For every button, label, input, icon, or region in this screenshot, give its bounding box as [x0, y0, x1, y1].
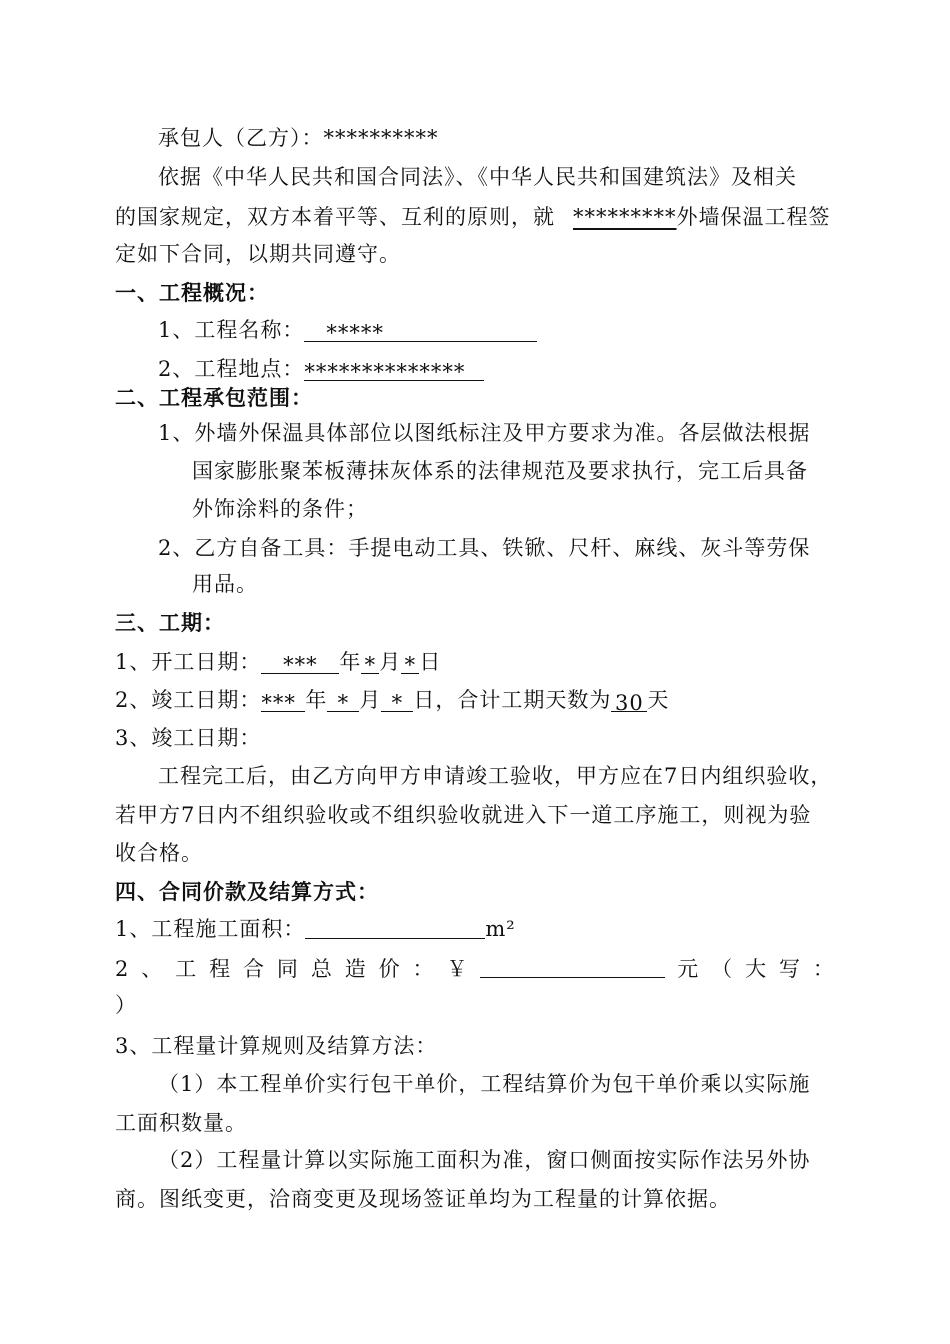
- total-days-label: ，合计工期天数为: [435, 688, 612, 712]
- scope-item2-line2: 用品。: [192, 572, 258, 596]
- preamble-prefix: 的国家规定，双方本着平等、互利的原则，就: [115, 205, 555, 229]
- project-name-label: 1、工程名称：: [158, 318, 305, 342]
- project-name-field: [304, 319, 537, 345]
- price-tail-char: ：: [812, 957, 835, 981]
- price-char: 合: [243, 957, 265, 981]
- end-year-field: [261, 689, 305, 715]
- section3-heading: 三、工期：: [115, 610, 225, 635]
- start-year-unit: 年: [339, 650, 362, 674]
- total-days-value: 30: [615, 691, 644, 715]
- completion-item-label: 3、竣工日期：: [115, 726, 262, 750]
- price-tail-char: 大: [745, 957, 768, 981]
- start-date-label: 1、开工日期：: [115, 650, 262, 674]
- area-unit: m²: [485, 917, 516, 941]
- scope-item1-line1: 1、外墙外保温具体部位以图纸标注及甲方要求为准。各层做法根据: [158, 421, 811, 445]
- start-year-field: [261, 651, 339, 677]
- scope-item1-line3: 外饰涂料的条件；: [192, 497, 368, 521]
- section4-heading: 四、合同价款及结算方式：: [115, 879, 379, 904]
- end-month-unit: 月: [359, 688, 382, 712]
- project-location-field: [304, 358, 484, 384]
- project-name-line: [158, 316, 537, 344]
- total-days-unit: 天: [647, 688, 670, 712]
- price-char: 、: [141, 957, 164, 981]
- price-char: 造: [344, 957, 367, 981]
- total-price-line: [115, 955, 835, 983]
- start-month-unit: 月: [379, 650, 402, 674]
- section2-heading: 二、工程承包范围：: [115, 385, 313, 410]
- start-day-value: *: [404, 653, 417, 677]
- currency-symbol: ￥: [446, 957, 469, 981]
- project-name-value: *****: [326, 321, 384, 345]
- preamble-line-1: 依据《中华人民共和国合同法》、《中华人民共和国建筑法》及相关: [158, 165, 797, 189]
- start-day-unit: 日: [419, 650, 442, 674]
- rule1-line1: （1）本工程单价实行包干单价，工程结算价为包干单价乘以实际施: [158, 1072, 811, 1096]
- area-line: [115, 915, 516, 943]
- contractor-line: [158, 124, 439, 152]
- price-char: 价: [378, 957, 401, 981]
- start-month-value: *: [364, 653, 377, 677]
- end-year-value: ***: [261, 691, 296, 715]
- end-year-unit: 年: [305, 688, 328, 712]
- end-month-field: [327, 689, 359, 715]
- price-close-paren: ）: [115, 993, 137, 1017]
- price-tail-char: （: [711, 957, 734, 981]
- preamble-line-3: 定如下合同，以期共同遵守。: [115, 242, 401, 266]
- project-location-line: [158, 355, 484, 383]
- scope-item2-line1: 2、乙方自备工具：手提电动工具、铁锨、尺杆、麻线、灰斗等劳保: [158, 536, 811, 560]
- end-day-value: *: [391, 691, 404, 715]
- completion-para-line2: 若甲方7日内不组织验收或不组织验收就进入下一道工序施工，则视为验: [115, 803, 812, 827]
- project-location-value: **************: [304, 360, 466, 384]
- end-month-value: *: [337, 691, 350, 715]
- contractor-value: **********: [323, 126, 439, 150]
- area-field: [305, 916, 485, 939]
- preamble-suffix: 外墙保温工程签: [676, 205, 831, 229]
- start-month-field: [361, 651, 379, 677]
- start-year-value: ***: [283, 653, 318, 677]
- start-day-field: [401, 651, 419, 677]
- completion-para-line3: 收合格。: [115, 841, 203, 865]
- end-day-unit: 日: [413, 688, 436, 712]
- rule1-line2: 工面积数量。: [115, 1111, 247, 1135]
- completion-para-line1: 工程完工后，由乙方向甲方申请竣工验收，甲方应在7日内组织验收，: [158, 764, 833, 788]
- price-char: 工: [175, 957, 198, 981]
- rule2-line1: （2）工程量计算以实际施工面积为准，窗口侧面按实际作法另外协: [158, 1148, 811, 1172]
- rules-label: 3、工程量计算规则及结算方法：: [115, 1034, 438, 1058]
- price-unit: 元: [677, 957, 700, 981]
- scope-item1-line2: 国家膨胀聚苯板薄抹灰体系的法律规范及要求执行，完工后具备: [192, 459, 808, 483]
- price-tail-char: 写: [778, 957, 801, 981]
- area-label: 1、工程施工面积：: [115, 917, 306, 941]
- rule2-line2: 商。图纸变更，洽商变更及现场签证单均为工程量的计算依据。: [115, 1187, 731, 1211]
- contractor-label: 承包人（乙方）：: [158, 126, 324, 150]
- price-char: ：: [412, 957, 435, 981]
- total-price-field: [480, 955, 665, 978]
- end-day-field: [381, 689, 413, 715]
- end-date-label: 2、竣工日期：: [115, 688, 262, 712]
- price-char: 2: [115, 957, 130, 981]
- start-date-line: [115, 648, 441, 676]
- preamble-line-2: [115, 203, 831, 231]
- project-name-blank: *********: [573, 205, 677, 229]
- project-location-label: 2、工程地点：: [158, 357, 305, 381]
- end-date-line: [115, 686, 669, 714]
- total-days-field: [611, 689, 647, 715]
- price-char: 同: [276, 957, 299, 981]
- price-char: 总: [310, 957, 333, 981]
- price-char: 程: [209, 957, 232, 981]
- section1-heading: 一、工程概况：: [115, 280, 269, 305]
